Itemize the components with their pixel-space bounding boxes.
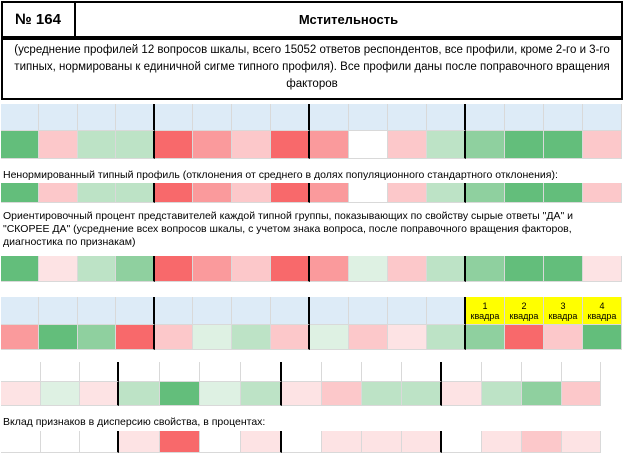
trait-contrib-value	[200, 431, 241, 453]
type-normalized-value	[39, 131, 78, 159]
trait-contrib-value	[1, 431, 41, 453]
page-title: Мстительность	[298, 12, 399, 27]
trait-contrib-value	[119, 431, 160, 453]
types-percent-row	[1, 256, 621, 282]
type-percent-value	[583, 256, 622, 282]
type-label	[544, 104, 583, 131]
dichotomy-value	[349, 325, 388, 350]
type-label	[1, 104, 39, 131]
type-percent-value	[116, 256, 155, 282]
trait-value	[241, 382, 282, 406]
type-percent-value	[1, 256, 39, 282]
type-label	[427, 104, 466, 131]
dichotomy-label	[466, 297, 505, 325]
trait-label	[322, 362, 362, 382]
quadra-number: 1	[482, 300, 488, 311]
quadra-number: 2	[521, 300, 527, 311]
trait-contrib-row	[1, 431, 621, 453]
type-normalized-value	[1, 131, 39, 159]
type-raw-value	[427, 183, 466, 203]
dichotomy-value	[466, 325, 505, 350]
dichotomy-value	[193, 325, 232, 350]
trait-contrib-value	[482, 431, 522, 453]
type-percent-value	[505, 256, 544, 282]
trait-value	[442, 382, 482, 406]
type-label	[193, 104, 232, 131]
dichotomy-value	[271, 325, 310, 350]
type-normalized-value	[583, 131, 622, 159]
trait-label	[80, 362, 119, 382]
type-label	[466, 104, 505, 131]
types-label-row	[1, 104, 621, 131]
percent-title: Ориентировочный процент представителей каждой типной группы, показывающих по свойству сырые ответы "ДА" и "СКОРЕЕ ДА" (усреднение всех вопросов шкалы, с учетом знака вопроса, после поправочного вращения факторов, диагностика по признакам)	[3, 210, 573, 248]
trait-contrib-value	[562, 431, 601, 453]
type-label	[583, 104, 622, 131]
trait-value	[80, 382, 119, 406]
trait-label	[402, 362, 442, 382]
dichotomy-label	[349, 297, 388, 325]
quadra-word: квадра	[509, 310, 539, 321]
table-number: № 164	[15, 11, 61, 28]
dichotomy-label	[1, 297, 39, 325]
trait-value	[119, 382, 160, 406]
type-raw-value	[583, 183, 622, 203]
type-raw-value	[544, 183, 583, 203]
type-normalized-value	[466, 131, 505, 159]
trait-value	[282, 382, 322, 406]
dichotomy-value	[232, 325, 271, 350]
trait-value	[322, 382, 362, 406]
dichotomy-value	[1, 325, 39, 350]
dichotomy-value-row	[1, 325, 621, 350]
trait-contrib-value	[322, 431, 362, 453]
trait-value	[200, 382, 241, 406]
dichotomy-value	[544, 325, 583, 350]
type-label	[310, 104, 349, 131]
type-raw-value	[193, 183, 232, 203]
type-percent-value	[466, 256, 505, 282]
type-label	[505, 104, 544, 131]
type-normalized-value	[271, 131, 310, 159]
trait-label	[362, 362, 402, 382]
type-raw-value	[466, 183, 505, 203]
trait-contrib-value	[522, 431, 562, 453]
trait-contrib-value	[442, 431, 482, 453]
trait-contrib-value	[362, 431, 402, 453]
type-raw-value	[116, 183, 155, 203]
type-normalized-value	[78, 131, 116, 159]
trait-label-row	[1, 362, 621, 382]
dichotomy-value	[583, 325, 622, 350]
type-label	[271, 104, 310, 131]
dichotomy-label	[193, 297, 232, 325]
quadra-number: 4	[599, 300, 605, 311]
dichotomy-value	[388, 325, 427, 350]
dichotomy-value	[310, 325, 349, 350]
trait-label	[160, 362, 200, 382]
trait-label	[241, 362, 282, 382]
contrib-title: Вклад признаков в дисперсию свойства, в процентах:	[3, 416, 266, 428]
type-normalized-value	[155, 131, 193, 159]
type-raw-value	[1, 183, 39, 203]
type-normalized-value	[116, 131, 155, 159]
type-percent-value	[193, 256, 232, 282]
trait-label	[200, 362, 241, 382]
trait-contrib-value	[241, 431, 282, 453]
type-percent-value	[155, 256, 193, 282]
type-percent-value	[39, 256, 78, 282]
trait-label	[442, 362, 482, 382]
dichotomy-label	[155, 297, 193, 325]
raw-profile-title: Ненормированный типный профиль (отклонения от среднего в долях популяционного стандартного отклонения):	[3, 169, 558, 181]
type-percent-value	[544, 256, 583, 282]
dichotomy-label	[271, 297, 310, 325]
trait-label	[282, 362, 322, 382]
type-label	[155, 104, 193, 131]
quadra-word: квадра	[470, 310, 500, 321]
trait-contrib-value	[160, 431, 200, 453]
trait-value	[562, 382, 601, 406]
type-normalized-value	[544, 131, 583, 159]
trait-value	[1, 382, 41, 406]
dichotomy-label	[39, 297, 78, 325]
trait-value	[160, 382, 200, 406]
trait-label	[562, 362, 601, 382]
dichotomy-value	[116, 325, 155, 350]
quadra-number: 3	[560, 300, 566, 311]
type-normalized-value	[388, 131, 427, 159]
trait-label	[41, 362, 80, 382]
trait-label	[119, 362, 160, 382]
dichotomy-label	[505, 297, 544, 325]
quadra-word: квадра	[587, 310, 617, 321]
trait-value	[41, 382, 80, 406]
dichotomy-value	[505, 325, 544, 350]
type-percent-value	[271, 256, 310, 282]
type-label	[78, 104, 116, 131]
trait-contrib-value	[282, 431, 322, 453]
type-normalized-value	[349, 131, 388, 159]
type-raw-value	[505, 183, 544, 203]
type-percent-value	[427, 256, 466, 282]
type-raw-value	[78, 183, 116, 203]
dichotomy-label	[116, 297, 155, 325]
trait-label	[522, 362, 562, 382]
dichotomy-label	[78, 297, 116, 325]
dichotomy-label	[583, 297, 622, 325]
dichotomy-value	[39, 325, 78, 350]
type-raw-value	[155, 183, 193, 203]
type-label	[116, 104, 155, 131]
type-raw-value	[349, 183, 388, 203]
quadra-word: квадра	[548, 310, 578, 321]
type-label	[232, 104, 271, 131]
trait-value	[522, 382, 562, 406]
type-raw-value	[271, 183, 310, 203]
dichotomy-label	[232, 297, 271, 325]
type-normalized-value	[193, 131, 232, 159]
dichotomy-label-row	[1, 297, 621, 325]
trait-contrib-value	[41, 431, 80, 453]
trait-contrib-value	[402, 431, 442, 453]
type-normalized-value	[232, 131, 271, 159]
trait-label	[1, 362, 41, 382]
types-normalized-row	[1, 131, 621, 159]
type-label	[39, 104, 78, 131]
dichotomy-value	[78, 325, 116, 350]
trait-label	[482, 362, 522, 382]
type-percent-value	[349, 256, 388, 282]
types-raw-row	[1, 183, 621, 203]
type-normalized-value	[505, 131, 544, 159]
dichotomy-label	[544, 297, 583, 325]
trait-value	[362, 382, 402, 406]
type-raw-value	[232, 183, 271, 203]
type-percent-value	[78, 256, 116, 282]
trait-value	[482, 382, 522, 406]
type-raw-value	[310, 183, 349, 203]
type-label	[349, 104, 388, 131]
type-percent-value	[310, 256, 349, 282]
trait-value-row	[1, 382, 621, 406]
dichotomy-value	[427, 325, 466, 350]
dichotomy-label	[310, 297, 349, 325]
dichotomy-label	[427, 297, 466, 325]
type-percent-value	[388, 256, 427, 282]
type-label	[388, 104, 427, 131]
dichotomy-value	[155, 325, 193, 350]
type-normalized-value	[310, 131, 349, 159]
type-percent-value	[232, 256, 271, 282]
intro-text: (усреднение профилей 12 вопросов шкалы, всего 15052 ответов респондентов, все профили, кроме 2-го и 3-го типных, нормированы к единичной сигме типного профиля). Все профили даны после поправочного вращения факторов	[14, 44, 610, 90]
type-normalized-value	[427, 131, 466, 159]
trait-value	[402, 382, 442, 406]
dichotomy-label	[388, 297, 427, 325]
type-raw-value	[39, 183, 78, 203]
trait-contrib-value	[80, 431, 119, 453]
type-raw-value	[388, 183, 427, 203]
